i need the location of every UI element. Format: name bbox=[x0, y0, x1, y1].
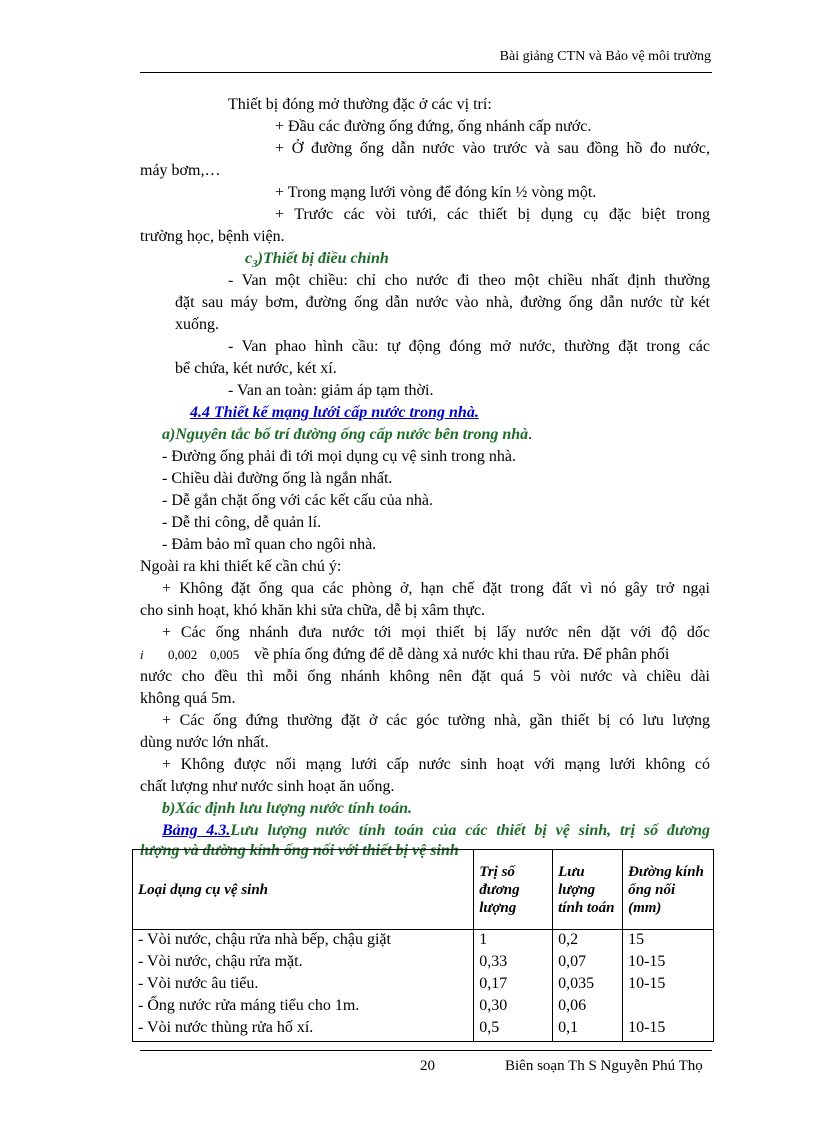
list-item: - Đường ống phải đi tới mọi dụng cụ vệ sinh trong nhà. bbox=[162, 448, 516, 465]
slope-min: 0,002 bbox=[168, 647, 198, 662]
table-cell: - Vòi nước âu tiểu. bbox=[133, 974, 474, 996]
table-row bbox=[133, 952, 714, 974]
table-cell: - Vòi nước, chậu rửa nhà bếp, chậu giặt bbox=[133, 930, 474, 952]
subsection-heading-b: b)Xác định lưu lượng nước tính toán. bbox=[162, 800, 412, 817]
table-row bbox=[133, 930, 714, 952]
text-line: + Trong mạng lưới vòng để đóng kín ½ vòng một. bbox=[275, 184, 597, 201]
subsection-heading-c3: $c_3)Thiết$ bị điều chỉnh bbox=[245, 250, 389, 271]
table-cell: 0,17 bbox=[474, 974, 553, 996]
slope-symbol: i bbox=[140, 647, 144, 662]
table-cell: 15 bbox=[623, 930, 714, 952]
col-header: Đường kính ống nối (mm) bbox=[623, 850, 714, 930]
text-line: + Đầu các đường ống đứng, ống nhánh cấp nước. bbox=[275, 118, 592, 135]
table-cell: 0,5 bbox=[474, 1018, 553, 1042]
text-line: Thiết bị đóng mở thường đặc ở các vị trí: bbox=[228, 96, 492, 113]
subsection-heading-a: a)Nguyên tắc bố trí đường ống cấp nước bên trong nhà. bbox=[162, 426, 533, 443]
table-cell: 0,2 bbox=[553, 930, 623, 952]
table-cell bbox=[623, 996, 714, 1018]
text-line: - Van một chiều: chỉ cho nước đi theo một chiều nhất định thường bbox=[228, 272, 710, 289]
table-cell: 0,30 bbox=[474, 996, 553, 1018]
col-header: Trị số đương lượng bbox=[474, 850, 553, 930]
text-line: máy bơm,… bbox=[140, 162, 221, 179]
table-row bbox=[133, 996, 714, 1018]
table-cell: 0,33 bbox=[474, 952, 553, 974]
text-line: + Không được nối mạng lưới cấp nước sinh hoạt với mạng lưới không có bbox=[162, 756, 710, 773]
text-line: bể chứa, két nước, két xí. bbox=[175, 360, 337, 377]
table-row bbox=[133, 974, 714, 996]
text-line: + Ở đường ống dẫn nước vào trước và sau đồng hồ đo nước, bbox=[275, 140, 710, 157]
text-line: về phía ống đứng để dễ dàng xả nước khi thau rửa. Để phân phối bbox=[254, 646, 670, 663]
footer-divider bbox=[140, 1050, 712, 1051]
footer-author: Biên soạn Th S Nguyễn Phú Thọ bbox=[505, 1058, 703, 1074]
table-header-row bbox=[133, 850, 714, 930]
text-line: cho sinh hoạt, khó khăn khi sửa chữa, dễ bị xâm thực. bbox=[140, 602, 486, 619]
text-line: trường học, bệnh viện. bbox=[140, 228, 285, 245]
table-cell: - Vòi nước, chậu rửa mặt. bbox=[133, 952, 474, 974]
list-item: - Đảm bảo mĩ quan cho ngôi nhà. bbox=[162, 536, 377, 553]
table-cell: 10-15 bbox=[623, 952, 714, 974]
table-cell: 0,07 bbox=[553, 952, 623, 974]
table-row bbox=[133, 1018, 714, 1042]
table-caption-cont: lượng và đường kính ống nối với thiết bị vệ sinh bbox=[140, 842, 459, 859]
table-cell: 10-15 bbox=[623, 974, 714, 996]
table-cell: 0,035 bbox=[553, 974, 623, 996]
text-line: + Các ống đứng thường đặt ở các góc tường nhà, gần thiết bị có lưu lượng bbox=[162, 712, 710, 729]
text-line: - Van phao hình cầu: tự động đóng mở nước, thường đặt trong các bbox=[228, 338, 710, 355]
table-cell: - Ống nước rửa máng tiểu cho 1m. bbox=[133, 996, 474, 1018]
header-divider bbox=[140, 72, 712, 73]
text-line: xuống. bbox=[175, 316, 219, 333]
formula-line bbox=[140, 644, 669, 666]
text-line: dùng nước lớn nhất. bbox=[140, 734, 269, 751]
text-line: - Van an toàn: giảm áp tạm thời. bbox=[228, 382, 434, 399]
text-line: Ngoài ra khi thiết kế cần chú ý: bbox=[140, 558, 342, 575]
text-line: + Trước các vòi tưới, các thiết bị dụng cụ đặc biệt trong bbox=[275, 206, 710, 223]
page-number: 20 bbox=[420, 1058, 435, 1074]
list-item: - Dễ gắn chặt ống với các kết cấu của nhà. bbox=[162, 492, 433, 509]
col-header: Loại dụng cụ vệ sinh bbox=[133, 850, 474, 930]
table-caption: Bảng 4.3.Lưu lượng nước tính toán của các thiết bị vệ sinh, trị số đương bbox=[162, 822, 710, 839]
text-line: + Các ống nhánh đưa nước tới mọi thiết bị lấy nước nên dặt với độ dốc bbox=[162, 624, 710, 641]
text-line: chất lượng như nước sinh hoạt ăn uống. bbox=[140, 778, 395, 795]
col-header: Lưu lượng tính toán bbox=[553, 850, 623, 930]
text-line: nước cho đều thì mỗi ống nhánh không nên đặt quá 5 vòi nước và chiều dài bbox=[140, 668, 710, 685]
table-cell: 1 bbox=[474, 930, 553, 952]
text-line: không quá 5m. bbox=[140, 690, 236, 707]
slope-max: 0,005 bbox=[210, 647, 240, 662]
text-line: + Không đặt ống qua các phòng ở, hạn chế đặt trong đất vì nó gây trở ngại bbox=[162, 580, 710, 597]
list-item: - Chiều dài đường ống là ngắn nhất. bbox=[162, 470, 393, 487]
table-cell: 10-15 bbox=[623, 1018, 714, 1042]
header-title: Bài giảng CTN và Bảo vệ môi trường bbox=[499, 49, 711, 64]
table-cell: 0,1 bbox=[553, 1018, 623, 1042]
table-cell: - Vòi nước thùng rửa hố xí. bbox=[133, 1018, 474, 1042]
list-item: - Dễ thi công, dễ quản lí. bbox=[162, 514, 322, 531]
flow-table bbox=[132, 849, 714, 1042]
section-heading-4-4: 4.4 Thiết kế mạng lưới cấp nước trong nhà. bbox=[190, 404, 479, 421]
text-line: đặt sau máy bơm, đường ống dẫn nước vào nhà, đường ống dẫn nước từ két bbox=[175, 294, 710, 311]
table-cell: 0,06 bbox=[553, 996, 623, 1018]
